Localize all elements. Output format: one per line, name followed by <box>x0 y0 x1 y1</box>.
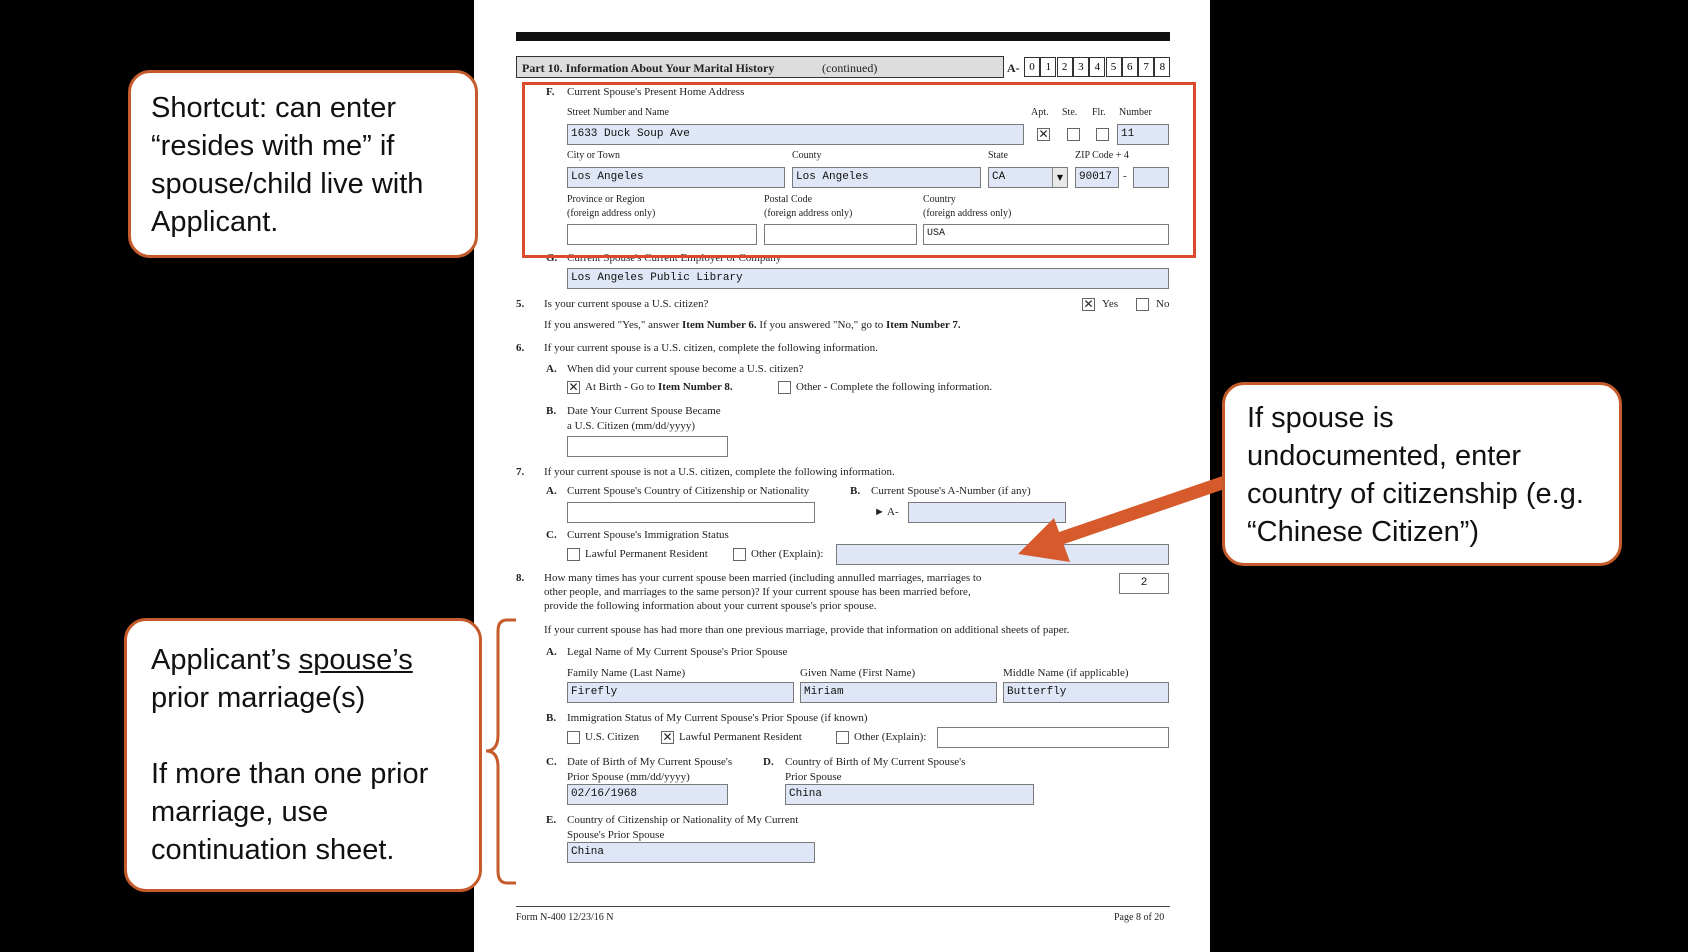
q8b-text: Immigration Status of My Current Spouse's Prior Spouse (if known) <box>567 712 868 724</box>
given-name-field[interactable]: Miriam <box>800 682 997 703</box>
q5-note <box>544 319 961 332</box>
chevron-down-icon[interactable]: ▼ <box>1052 168 1067 187</box>
q8-text-3: provide the following information about your current spouse's prior spouse. <box>544 600 877 612</box>
part-header <box>516 56 1004 78</box>
q8b-lpr-label: Lawful Permanent Resident <box>679 731 802 743</box>
province-label: Province or Region <box>567 194 645 205</box>
q5-text: Is your current spouse a U.S. citizen? <box>544 298 709 310</box>
footer-page-number: Page 8 of 20 <box>1114 912 1165 923</box>
footer-rule <box>516 906 1170 907</box>
q7c-other-checkbox[interactable] <box>733 548 746 561</box>
q7b-text: Current Spouse's A-Number (if any) <box>871 485 1031 497</box>
q8-note: If your current spouse has had more than one previous marriage, provide that information on additional sheets of paper. <box>544 624 1070 636</box>
q8b-usc-label: U.S. Citizen <box>585 731 640 743</box>
middle-name-field[interactable]: Butterfly <box>1003 682 1169 703</box>
employer-field[interactable]: Los Angeles Public Library <box>567 268 1169 289</box>
q5-note-text: If you answered "Yes," answer <box>544 319 680 331</box>
a-number-prefix: A- <box>1007 61 1020 75</box>
prior-spouse-birth-country-field[interactable]: China <box>785 784 1034 805</box>
province-label-note: (foreign address only) <box>567 208 656 219</box>
county-field[interactable]: Los Angeles <box>792 167 981 188</box>
given-name-label: Given Name (First Name) <box>800 667 916 679</box>
q8a-text: Legal Name of My Current Spouse's Prior Spouse <box>567 646 788 658</box>
family-name-field[interactable]: Firefly <box>567 682 794 703</box>
q8b-lpr-checkbox[interactable]: ✕ <box>662 730 673 744</box>
q7a-text: Current Spouse's Country of Citizenship or Nationality <box>567 485 810 497</box>
a-number-digit-box[interactable]: 7 <box>1138 57 1154 77</box>
state-label: State <box>988 150 1008 161</box>
callout-text: Applicant’s <box>151 644 299 676</box>
callout-underlined-text: spouse’s <box>298 644 413 676</box>
q7c-other-label: Other (Explain): <box>751 548 824 560</box>
country-label-note: (foreign address only) <box>923 208 1012 219</box>
part-title: Part 10. Information About Your Marital History <box>522 61 775 75</box>
item-letter: B. <box>546 712 557 724</box>
q7a-country-field[interactable] <box>567 502 815 523</box>
a-number-digit-box[interactable]: 6 <box>1122 57 1138 77</box>
city-field[interactable]: Los Angeles <box>567 167 785 188</box>
item-letter: A. <box>546 363 557 375</box>
bracket-shape <box>482 615 524 888</box>
arrow-shape <box>1010 470 1230 570</box>
shortcut-callout-text: Shortcut: can enter “resides with me” if spouse/child live with Applicant. <box>151 92 424 238</box>
postal-label: Postal Code <box>764 194 813 205</box>
q8d-text-2: Prior Spouse <box>785 771 842 783</box>
postal-label-note: (foreign address only) <box>764 208 853 219</box>
q6-at-birth-ref: Item Number 8. <box>658 381 733 393</box>
q5-no-label: No <box>1156 298 1170 310</box>
section-f-title: Current Spouse's Present Home Address <box>567 86 745 98</box>
a-number-digit-box[interactable]: 1 <box>1040 57 1056 77</box>
q8c-text-2: Prior Spouse (mm/dd/yyyy) <box>567 771 690 783</box>
part-suffix: (continued) <box>822 61 878 75</box>
q8-text: How many times has your current spouse been married (including annulled marriages, marriages to <box>544 572 982 584</box>
family-name-label: Family Name (Last Name) <box>567 667 686 679</box>
flr-label: Flr. <box>1092 107 1106 118</box>
q6-text: If your current spouse is a U.S. citizen, complete the following information. <box>544 342 878 354</box>
item-number: 8. <box>516 572 525 584</box>
a-number-digit-box[interactable]: 2 <box>1057 57 1073 77</box>
q6a-text: When did your current spouse become a U.S. citizen? <box>567 363 804 375</box>
address-highlight-box <box>522 82 1196 258</box>
q8e-text: Country of Citizenship or Nationality of My Current <box>567 814 799 826</box>
item-number: 5. <box>516 298 525 310</box>
q7-text: If your current spouse is not a U.S. citizen, complete the following information. <box>544 466 895 478</box>
q8e-text-2: Spouse's Prior Spouse <box>567 829 665 841</box>
q6-other-checkbox[interactable] <box>778 381 791 394</box>
zip-label: ZIP Code + 4 <box>1075 150 1129 161</box>
a-number-digit-box[interactable]: 5 <box>1106 57 1122 77</box>
prior-marriage-callout <box>124 618 482 892</box>
q5-yes-checkbox[interactable]: ✕ <box>1083 297 1094 311</box>
prior-spouse-citizenship-field[interactable]: China <box>567 842 815 863</box>
county-label: County <box>792 150 822 161</box>
q5-note-ref: Item Number 7. <box>886 319 961 331</box>
country-field[interactable]: USA <box>923 224 1169 245</box>
item-letter: D. <box>763 756 774 768</box>
section-g-title: Current Spouse's Current Employer or Company <box>567 252 782 264</box>
q7c-lpr-label: Lawful Permanent Resident <box>585 548 708 560</box>
street-label: Street Number and Name <box>567 107 669 118</box>
q8b-other-label: Other (Explain): <box>854 731 927 743</box>
a-number-digit-box[interactable]: 8 <box>1154 57 1170 77</box>
q8c-text: Date of Birth of My Current Spouse's <box>567 756 733 768</box>
q8b-explain-field[interactable] <box>937 727 1169 748</box>
item-letter: A. <box>546 646 557 658</box>
top-rule <box>516 32 1170 41</box>
a-number-digit-box[interactable]: 4 <box>1089 57 1105 77</box>
q8b-usc-checkbox[interactable] <box>567 731 580 744</box>
q6-other-label: Other - Complete the following information. <box>796 381 993 393</box>
number-label: Number <box>1119 107 1152 118</box>
item-letter: B. <box>850 485 861 497</box>
city-label: City or Town <box>567 150 621 161</box>
apt-number-field[interactable]: 11 <box>1117 124 1169 145</box>
prior-marriage-callout-text <box>151 641 455 717</box>
q6b-text-2: a U.S. Citizen (mm/dd/yyyy) <box>567 420 696 432</box>
q6-at-birth-text: At Birth - Go to <box>585 381 656 393</box>
ste-label: Ste. <box>1062 107 1078 118</box>
item-number: 7. <box>516 466 525 478</box>
item-letter: E. <box>546 814 557 826</box>
item-letter: C. <box>546 529 557 541</box>
apt-checkbox[interactable]: ✕ <box>1038 127 1049 141</box>
q5-note-ref: Item Number 6. <box>682 319 757 331</box>
q8-text-2: other people, and marriages to the same person)? If your current spouse has been married before, <box>544 586 971 598</box>
zip-field[interactable]: 90017 <box>1075 167 1119 188</box>
q6b-text: Date Your Current Spouse Became <box>567 405 721 417</box>
q7b-arrow: ► A- <box>874 506 899 518</box>
a-number-digit-box[interactable]: 0 <box>1024 57 1040 77</box>
apt-label: Apt. <box>1031 107 1049 118</box>
a-number-digit-box[interactable]: 3 <box>1073 57 1089 77</box>
item-letter: A. <box>546 485 557 497</box>
prior-spouse-dob-field[interactable]: 02/16/1968 <box>567 784 728 805</box>
q8b-other-checkbox[interactable] <box>836 731 849 744</box>
shortcut-callout <box>128 70 478 258</box>
q6-at-birth-checkbox[interactable]: ✕ <box>568 380 579 394</box>
middle-name-label: Middle Name (if applicable) <box>1003 667 1129 679</box>
state-value: CA <box>992 171 1006 183</box>
item-letter: B. <box>546 405 557 417</box>
footer-form-id: Form N-400 12/23/16 N <box>516 912 614 923</box>
q5-note-text: If you answered "No," go to <box>759 319 884 331</box>
street-field[interactable]: 1633 Duck Soup Ave <box>567 124 1024 145</box>
country-label: Country <box>923 194 956 205</box>
q7c-text: Current Spouse's Immigration Status <box>567 529 729 541</box>
q5-no-checkbox[interactable] <box>1136 298 1149 311</box>
item-letter: F. <box>546 86 555 98</box>
item-letter: C. <box>546 756 557 768</box>
q6b-date-field[interactable] <box>567 436 728 457</box>
undocumented-callout <box>1222 382 1622 566</box>
q8d-text: Country of Birth of My Current Spouse's <box>785 756 966 768</box>
q5-yes-label: Yes <box>1102 298 1119 310</box>
q6-at-birth-label <box>585 381 733 394</box>
item-number: 6. <box>516 342 525 354</box>
q8-times-married-field[interactable]: 2 <box>1119 573 1169 594</box>
zip-dash: - <box>1123 170 1127 182</box>
undocumented-callout-text: If spouse is undocumented, enter country of citizenship (e.g. “Chinese Citizen”) <box>1247 402 1584 548</box>
continuation-callout-text: If more than one prior marriage, use continuation sheet. <box>151 758 429 866</box>
callout-text: prior marriage(s) <box>151 682 366 714</box>
q7c-lpr-checkbox[interactable] <box>567 548 580 561</box>
item-letter: G. <box>546 252 558 264</box>
